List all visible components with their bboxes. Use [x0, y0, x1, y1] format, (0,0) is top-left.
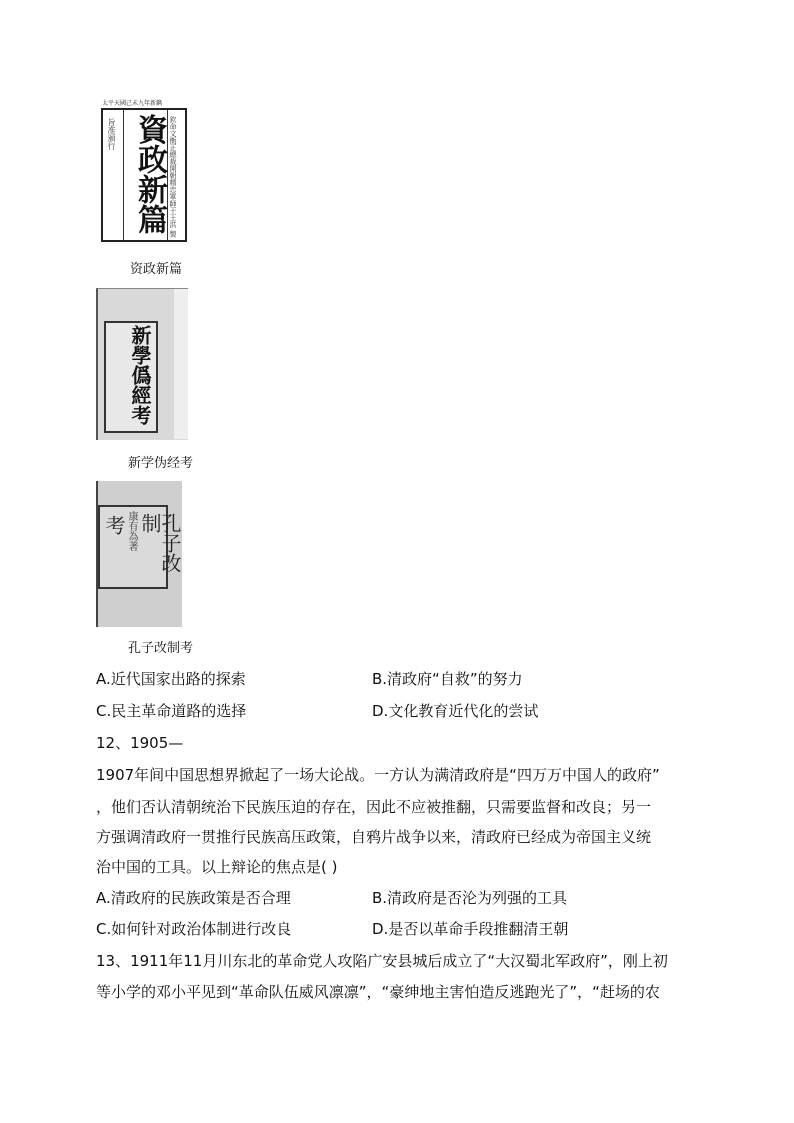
cover-divider: [123, 110, 124, 240]
cover-shadow: [174, 289, 188, 439]
cover-author: 康有為著: [126, 511, 137, 551]
q12-line: 方强调清政府一贯推行民族高压政策，自鸦片战争以来，清政府已经成为帝国主义统: [96, 828, 652, 846]
cover-main-title-end: 考: [102, 515, 126, 535]
book-cover-zizheng-xinpian: [98, 98, 190, 244]
cover-main-title: 新學僞經考: [128, 325, 152, 425]
cover-main-title: 資政新篇: [132, 114, 167, 234]
cover-top-inscription: 太平天國己未九年新鐫: [102, 100, 163, 107]
q12-option-b: B.清政府是否沦为列强的工具: [372, 889, 568, 907]
cover-divider: [167, 110, 168, 240]
figure-caption: 资政新篇: [130, 262, 183, 277]
q12-line: 1907年间中国思想界掀起了一场大论战。一方认为满清政府是“四万万中国人的政府”: [96, 766, 660, 784]
q12-option-a: A.清政府的民族政策是否合理: [96, 889, 291, 907]
cover-frame: [101, 108, 187, 242]
q12-option-c: C.如何针对政治体制进行改良: [96, 920, 292, 938]
q13-line: 等小学的邓小平见到“革命队伍威风凛凛”，“豪绅地主害怕造反逃跑光了”，“赶场的农: [96, 983, 660, 1001]
q12-option-d: D.是否以革命手段推翻清王朝: [372, 920, 569, 938]
book-cover-xinxue-weijingkao: [96, 288, 188, 440]
cover-right-inscription: 欽命文衡正總裁開朝精忠軍師干王洪 製: [169, 116, 177, 238]
q11-option-d: D.文化教育近代化的尝试: [372, 702, 539, 720]
q12-line: ，他们否认清朝统治下民族压迫的存在，因此不应被推翻，只需要监督和改良；另一: [96, 798, 652, 816]
q11-option-c: C.民主革命道路的选择: [96, 702, 247, 720]
q12-line: 治中国的工具。以上辩论的焦点是( ): [96, 858, 338, 876]
cover-title-panel: [104, 321, 158, 433]
figure-caption: 新学伪经考: [128, 456, 194, 471]
cover-title-panel: [98, 505, 182, 589]
cover-main-title: 孔子改制: [138, 513, 182, 573]
q13-line: 13、1911年11月川东北的革命党人攻陷广安县城后成立了“大汉蜀北军政府”，刚上初: [96, 952, 668, 970]
q12-line: 12、1905—: [96, 734, 184, 752]
figure-caption: 孔子改制考: [128, 641, 194, 656]
q11-option-b: B.清政府“自救”的努力: [372, 670, 523, 688]
book-cover-kongzi-gaizhikao: [96, 481, 182, 627]
q11-option-a: A.近代国家出路的探索: [96, 670, 246, 688]
cover-left-inscription: 旨准頒行: [107, 118, 116, 150]
